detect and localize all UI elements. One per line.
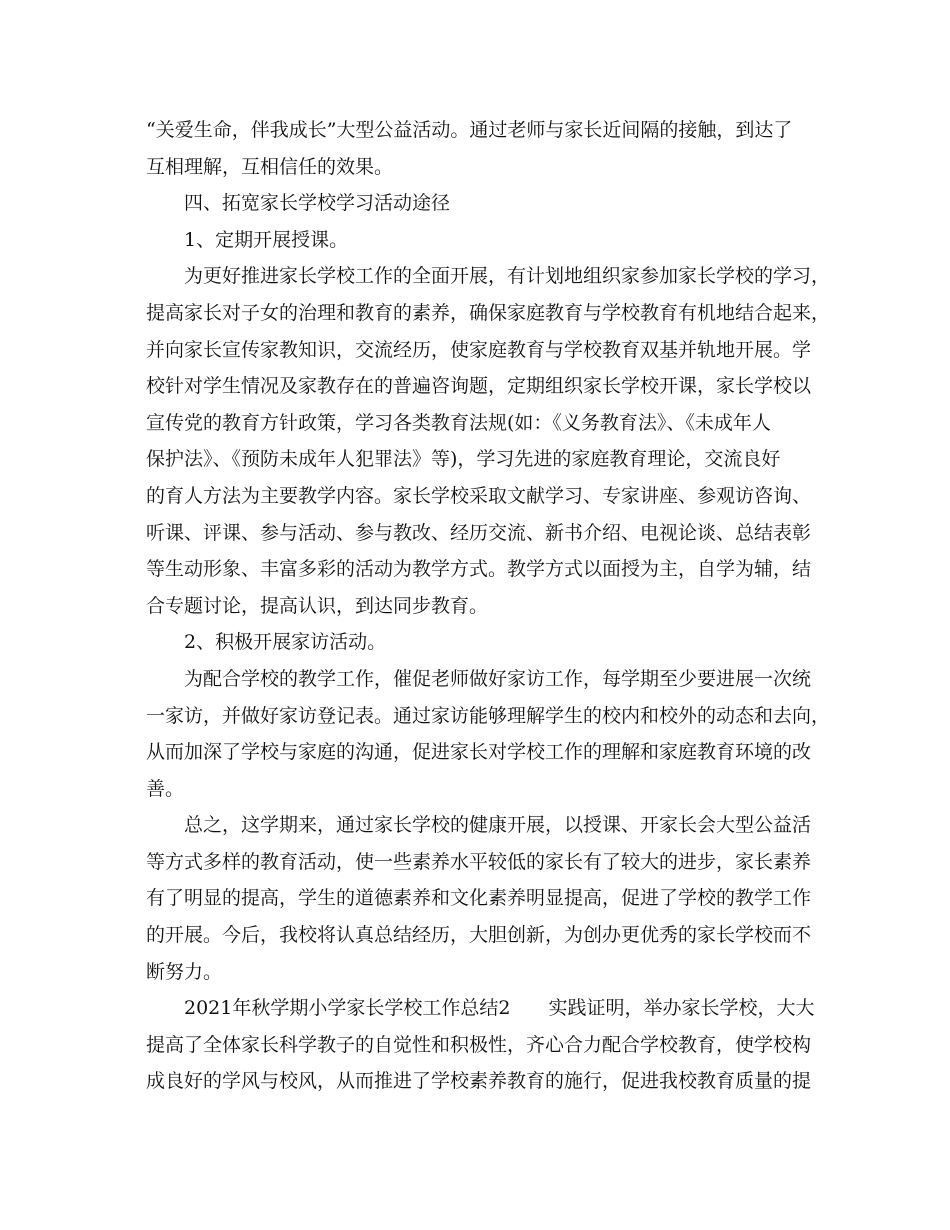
text-line: 校针对学生情况及家教存在的普遍咨询题，定期组织家长学校开课，家长学校以 <box>146 375 812 398</box>
text-line: 宣传党的教育方针政策，学习各类教育法规(如：《义务教育法》、《未成年人 <box>146 411 771 434</box>
text-line: 并向家长宣传家教知识，交流经历，使家庭教育与学校教育双基并轨地开展。学 <box>146 338 812 361</box>
text-line: 为配合学校的教学工作，催促老师做好家访工作，每学期至少要进展一次统 <box>184 667 812 690</box>
text-line: 保护法》、《预防未成年人犯罪法》等)，学习先进的家庭教育理论，交流良好 <box>146 448 781 471</box>
text-line: 善。 <box>146 777 185 800</box>
document-body <box>146 112 831 1100</box>
text-line: 等生动形象、丰富多彩的活动为教学方式。教学方式以面授为主，自学为辅，结 <box>146 558 812 581</box>
text-line: 的开展。今后，我校将认真总结经历，大胆创新，为创办更优秀的家长学校而不 <box>146 924 812 947</box>
text-line: 一家访，并做好家访登记表。通过家访能够理解学生的校内和校外的动态和去向， <box>146 704 831 727</box>
text-line: 1、定期开展授课。 <box>184 228 349 251</box>
text-line: 2021年秋学期小学家长学校工作总结2 实践证明，举办家长学校，大大 <box>184 997 815 1020</box>
text-line: “关爱生命，伴我成长”大型公益活动。通过老师与家长近间隔的接触，到达了 <box>146 119 793 141</box>
text-line: 2、积极开展家访活动。 <box>184 631 387 654</box>
text-line: 听课、评课、参与活动、参与教改、经历交流、新书介绍、电视论谈、总结表彰 <box>146 521 812 544</box>
text-line: 合专题讨论，提高认识，到达同步教育。 <box>146 594 489 617</box>
text-line: 成良好的学风与校风，从而推进了学校素养教育的施行，促进我校教育质量的提 <box>146 1070 812 1093</box>
text-line: 提高了全体家长科学教子的自觉性和积极性，齐心合力配合学校教育，使学校构 <box>146 1033 812 1056</box>
text-line: 总之，这学期来，通过家长学校的健康开展，以授课、开家长会大型公益活 <box>184 814 812 837</box>
text-line: 为更好推进家长学校工作的全面开展，有计划地组织家参加家长学校的学习， <box>184 265 831 288</box>
text-line: 提高家长对子女的治理和教育的素养，确保家庭教育与学校教育有机地结合起来， <box>146 301 831 324</box>
text-line: 断努力。 <box>146 960 223 983</box>
text-line: 等方式多样的教育活动，使一些素养水平较低的家长有了较大的进步，家长素养 <box>146 850 812 873</box>
text-line: 有了明显的提高，学生的道德素养和文化素养明显提高，促进了学校的教学工作 <box>146 887 812 910</box>
text-line: 的育人方法为主要教学内容。家长学校采取文献学习、专家讲座、参观访咨询、 <box>146 484 812 507</box>
text-line: 四、拓宽家长学校学习活动途径 <box>184 192 451 215</box>
text-line: 从而加深了学校与家庭的沟通，促进家长对学校工作的理解和家庭教育环境的改 <box>146 741 812 764</box>
text-line: 互相理解，互相信任的效果。 <box>146 155 394 178</box>
